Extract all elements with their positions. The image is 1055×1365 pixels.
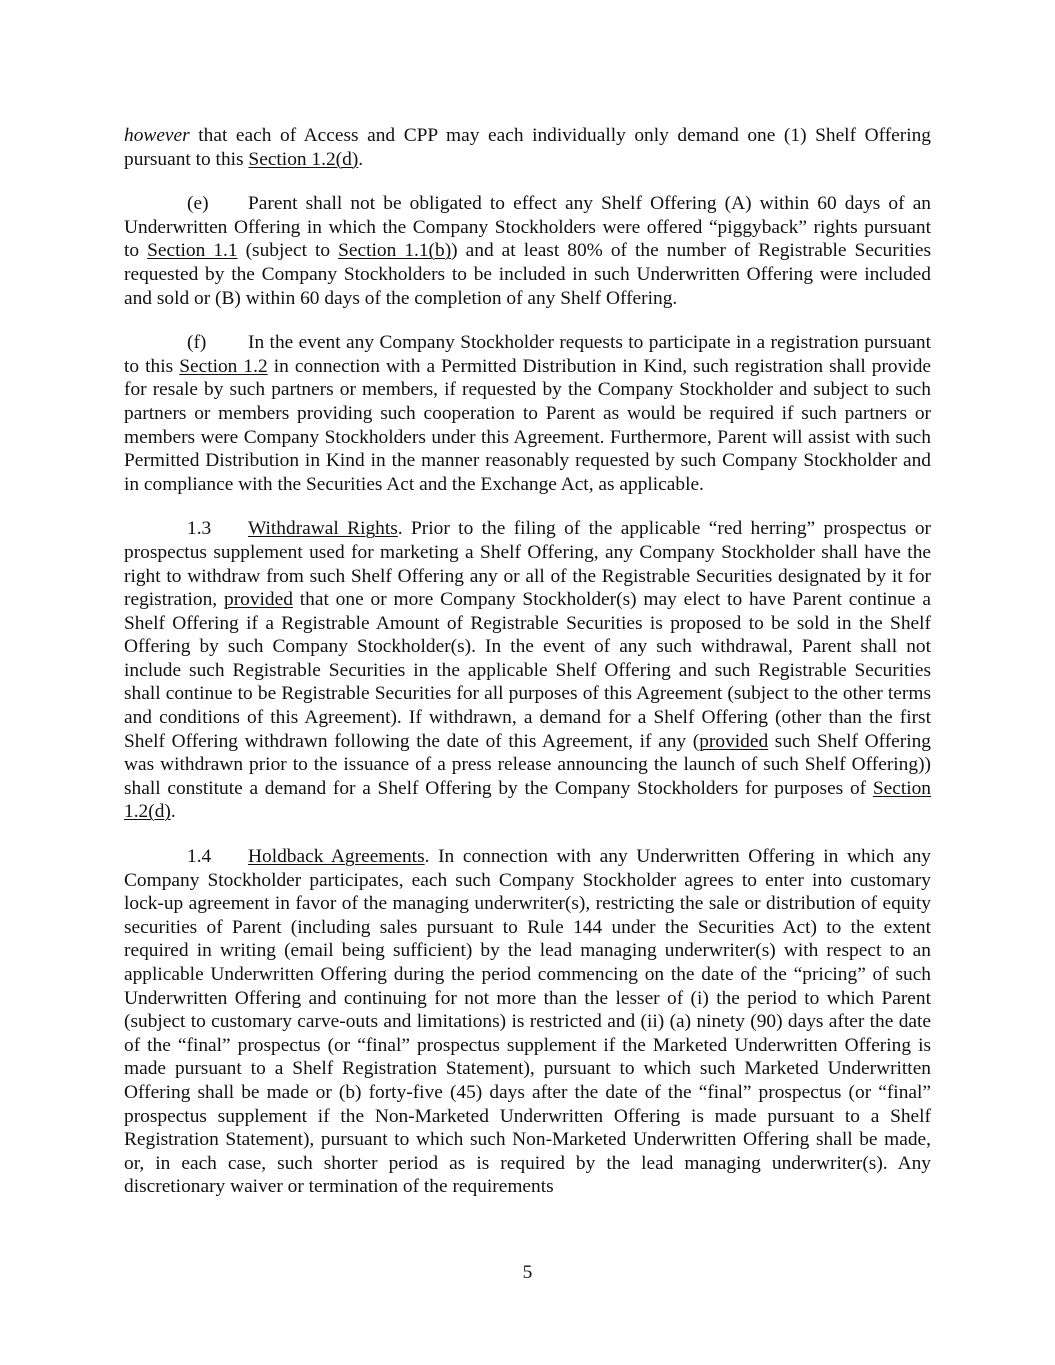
defined-term-provided: provided bbox=[224, 589, 293, 611]
clause-label: (f) bbox=[187, 332, 207, 354]
paragraph-e bbox=[124, 192, 931, 310]
defined-term-provided: provided bbox=[699, 730, 769, 752]
section-heading: Withdrawal Rights bbox=[248, 518, 398, 540]
page-number: 5 bbox=[522, 1262, 533, 1283]
paragraph-text: . bbox=[170, 801, 176, 823]
paragraph-text: ) and at least 80% of the number of Registrable Securities requested by the Company Stockholders to be included in such Underwritten Offering were included and sold or (B) within 60 days of the completion of any Shelf Offering. bbox=[124, 240, 931, 309]
paragraph-text: that one or more Company Stockholder(s) may elect to have Parent continue a Shelf Offering if a Registrable Amount of Registrable Securities is proposed to be sold in the Shelf Offering by such Company Stockholder(s). In the event of any such withdrawal, Parent shall not include such Registrable Securities in the applicable Shelf Offering and such Registrable Securities shall continue to be Registrable Securities for all purposes of this Agreement (subject to the other terms and conditions of this Agreement). If withdrawn, a demand for a Shelf Offering (other than the first Shelf Offering withdrawn following the date of this Agreement, if any ( bbox=[124, 589, 931, 752]
section-reference: Section 1.1(b) bbox=[338, 240, 452, 262]
paragraph-text: (subject to bbox=[237, 240, 339, 262]
document-body bbox=[124, 124, 931, 1220]
section-number: 1.4 bbox=[187, 846, 212, 868]
paragraph-text: such Shelf Offering was withdrawn prior to the issuance of a press release announcing the launch of such Shelf Offering)) shall constitute a demand for a Shelf Offering by the Company Stockholders for purposes of bbox=[124, 730, 931, 799]
section-reference: Section 1.2(d) bbox=[248, 148, 359, 170]
paragraph-d-continuation bbox=[124, 124, 931, 171]
paragraph-text: Parent shall not be obligated to effect any Shelf Offering (A) within 60 days of an Underwritten Offering in which the Company Stockholders were offered “piggyback” rights pursuant to bbox=[124, 193, 931, 262]
section-number: 1.3 bbox=[187, 518, 212, 540]
clause-label: (e) bbox=[187, 193, 209, 215]
section-1-4-holdback-agreements bbox=[124, 845, 931, 1199]
paragraph-text: in connection with a Permitted Distribution in Kind, such registration shall provide for resale by such partners or members, if requested by the Company Stockholder and subject to such partners or members providing such cooperation to Parent as would be required if such partners or members were Company Stockholders under this Agreement. Furthermore, Parent will assist with such Permitted Distribution in Kind in the manner reasonably requested by such Company Stockholder and in compliance with the Securities Act and the Exchange Act, as applicable. bbox=[124, 355, 931, 495]
italic-term: however bbox=[124, 125, 190, 146]
paragraph-text: . bbox=[358, 148, 364, 170]
section-reference: Section 1.2 bbox=[179, 355, 268, 377]
section-reference: Section 1.1 bbox=[147, 240, 238, 262]
paragraph-text: In the event any Company Stockholder requests to participate in a registration pursuant to this bbox=[124, 332, 931, 377]
paragraph-f bbox=[124, 331, 931, 496]
paragraph-text: . Prior to the filing of the applicable “red herring” prospectus or prospectus supplement used for marketing a Shelf Offering, any Company Stockholder shall have the right to withdraw from such Shelf Offering any or all of the Registrable Securities designated by it for registration, bbox=[124, 518, 931, 611]
paragraph-text: . In connection with any Underwritten Offering in which any Company Stockholder participates, each such Company Stockholder agrees to enter into customary lock-up agreement in favor of the managing underwriter(s), restricting the sale or distribution of equity securities of Parent (including sales pursuant to Rule 144 under the Securities Act) to the extent required in writing (email being sufficient) by the lead managing underwriter(s) with respect to an applicable Underwritten Offering during the period commencing on the date of the “pricing” of such Underwritten Offering and continuing for not more than the lesser of (i) the period to which Parent (subject to customary carve-outs and limitations) is restricted and (ii) (a) ninety (90) days after the date of the “final” prospectus (or “final” prospectus supplement if the Marketed Underwritten Offering is made pursuant to a Shelf Registration Statement), pursuant to which such Marketed Underwritten Offering shall be made or (b) forty-five (45) days after the date of the “final” prospectus (or “final” prospectus supplement if the Non-Marketed Underwritten Offering is made pursuant to a Shelf Registration Statement), pursuant to which such Non-Marketed Underwritten Offering shall be made, or, in each case, such shorter period as is required by the lead managing underwriter(s). Any discretionary waiver or termination of the requirements bbox=[124, 846, 931, 1198]
section-1-3-withdrawal-rights bbox=[124, 517, 931, 824]
paragraph-text: that each of Access and CPP may each individually only demand one (1) Shelf Offering pursuant to this bbox=[124, 125, 931, 170]
section-heading: Holdback Agreements bbox=[248, 846, 425, 868]
section-reference: Section 1.2(d) bbox=[124, 777, 931, 823]
